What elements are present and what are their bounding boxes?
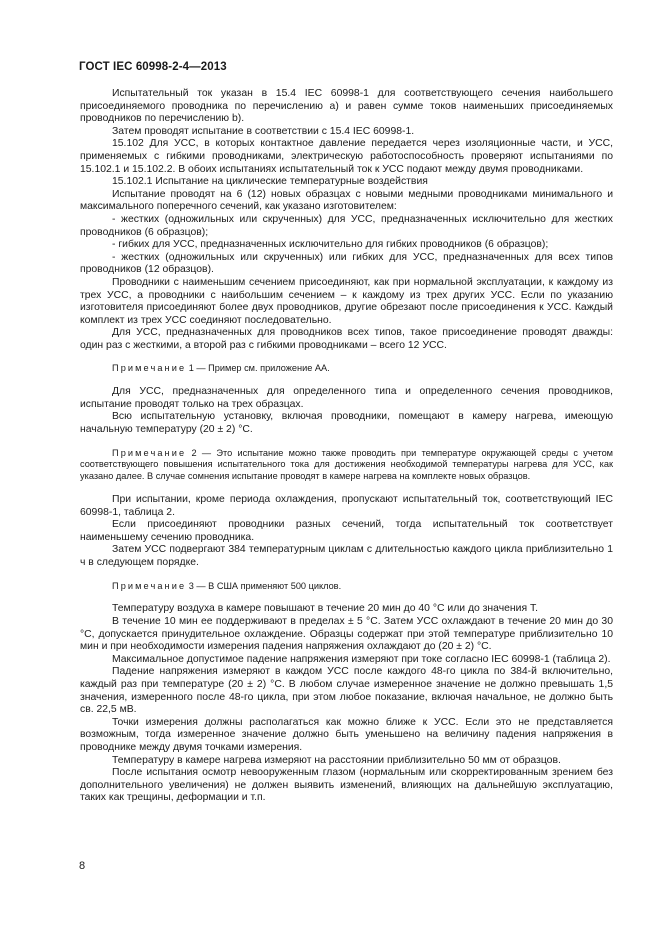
paragraph: Испытание проводят на 6 (12) новых образцах с новыми медными проводниками минимального и максимального поперечного сечений, как указано изготовителем: (80, 188, 613, 213)
page-number: 8 (79, 860, 86, 872)
subsection-heading: 15.102.1 Испытание на циклические температурные воздействия (112, 176, 428, 188)
note-1 (80, 363, 613, 375)
paragraph: В течение 10 мин ее поддерживают в пределах ± 5 °С. Затем УСС охлаждают в течение 20 мин до 30 °С, допускается принудительное охлаждение. Образцы содержат при этой температуре приблизительно 10 мин и при необходимости измерения падения напряжения охлаждают до (20 ± 2) °С. (80, 615, 613, 653)
note-label: Примечание (112, 363, 187, 374)
note-label: Примечание (112, 580, 187, 591)
paragraph: Проводники с наименьшим сечением присоединяют, как при нормальной эксплуатации, к каждому из трех УСС, а проводники с наибольшим сечением – к каждому из трех других УСС. Если по указанию изготовителя присоединяют более двух проводников, другие обрезают после присоединения к УСС. Каждый комплект из трех УСС соединяют последовательно. (80, 276, 613, 326)
paragraph: Для УСС, предназначенных для определенного типа и определенного сечения проводников, испытание проводят только на трех образцах. (80, 386, 613, 410)
list-item: - жестких (одножильных или скрученных) для УСС, предназначенных исключительно для жестких проводников (6 образцов); (80, 213, 613, 238)
paragraph: При испытании, кроме периода охлаждения, пропускают испытательный ток, соответствующий IEC 60998-1, таблица 2. (80, 494, 613, 518)
note-2 (80, 448, 613, 483)
paragraph: Всю испытательную установку, включая проводники, помещают в камеру нагрева, имеющую начальную температуру (20 ± 2) °С. (80, 411, 613, 436)
section-15-102: 15.102 Для УСС, в которых контактное давление передается через изоляционные части, и УСС, применяемых с гибкими проводниками, электрическую работоспособность проверяют испытаниями по 15.102.1 и 15.102.2. В обоих испытаниях испытательный ток к УСС подают между двумя проводниками. (80, 138, 613, 175)
paragraph: Затем проводят испытание в соответствии с 15.4 IEC 60998-1. (112, 125, 415, 137)
paragraph: Затем УСС подвергают 384 температурным циклам с длительностью каждого цикла приблизительно 1 ч в следующем порядке. (80, 544, 613, 568)
paragraph: Для УСС, предназначенных для проводников всех типов, такое присоединение проводят дважды: один раз с жесткими, а второй раз с гибкими проводниками – всего 12 УСС. (80, 327, 613, 351)
paragraph: Температуру воздуха в камере повышают в течение 20 мин до 40 °С или до значения Т. (112, 603, 539, 615)
note-3 (80, 581, 613, 593)
paragraph: После испытания осмотр невооруженным глазом (нормальным или скорректированным зрением без дополнительного увеличения) не должен выявить изменений, влияющих на дальнейшую эксплуатацию, таких как трещины, деформации и т.п. (80, 767, 613, 804)
paragraph: Падение напряжения измеряют в каждом УСС после каждого 48-го цикла по 384-й включительно, каждый раз при температуре (20 ± 2) °С. В любом случае измеренное значение не должно превышать 1,5 значения, измеренного после 48-го цикла, при этом любое показание, включая начальное, не должно быть св. 22,5 мВ. (80, 666, 613, 716)
note-text: 1 — Пример см. приложение АА. (188, 363, 330, 374)
list-item: - жестких (одножильных или скрученных) или гибких для УСС, предназначенных для всех типов проводников (12 образцов). (80, 251, 613, 276)
paragraph: Если присоединяют проводники разных сечений, тогда испытательный ток соответствует наименьшему сечению проводника. (80, 519, 613, 543)
list-item: - гибких для УСС, предназначенных исключительно для гибких проводников (6 образцов); (112, 239, 549, 251)
paragraph: Точки измерения должны располагаться как можно ближе к УСС. Если это не представляется возможным, тогда измеренное значение должно быть уменьшено на величину падения напряжения в проводнике между двумя точками измерения. (80, 716, 613, 753)
standard-title: ГОСТ IEC 60998-2-4—2013 (79, 61, 227, 73)
paragraph: Максимальное допустимое падение напряжения измеряют при токе согласно IEC 60998-1 (таблица 2). (112, 653, 611, 665)
note-text: 3 — В США применяют 500 циклов. (188, 580, 342, 591)
note-text: 2 — Это испытание можно также проводить при температуре окружающей среды с учетом соответствующего повышения испытательного тока для достижения необходимой температуры нагрева для УСС, как указано далее. В случае сомнения испытание проводят в камере нагрева на комплекте новых образцов. (80, 447, 613, 482)
body-text (80, 88, 613, 805)
paragraph: Температуру в камере нагрева измеряют на расстоянии приблизительно 50 мм от образцов. (112, 754, 561, 766)
paragraph: Испытательный ток указан в 15.4 IEC 60998-1 для соответствующего сечения наибольшего присоединяемого проводника по перечислению а) и равен сумме токов наименьших присоединяемых проводников по перечислению b). (80, 88, 613, 125)
note-label: Примечание (112, 447, 187, 458)
